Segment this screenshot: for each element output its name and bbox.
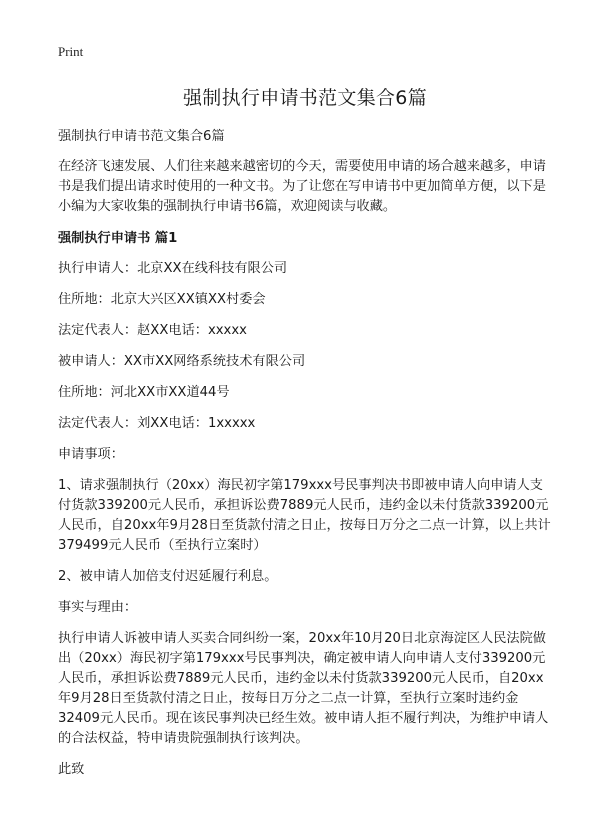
facts-paragraph: 执行申请人诉被申请人买卖合同纠纷一案，20xx年10月20日北京海淀区人民法院做出（20xx）海民初字第179xxx号民事判决，确定被申请人向申请人支付339200元人民币，承担诉讼费7889元人民币，违约金以未付货款339200元人民币，自20xx年9月28日至货款付清之日止，按每日万分之二点一计算，至执行立案时违约金32409元人民币。现在该民事判决已经生效。被申请人拒不履行判决，为维护申请人的合法权益，特申请贵院强制执行该判决。 (58, 631, 549, 746)
respondent-representative-line: 法定代表人：刘XX电话：1xxxxx (58, 416, 256, 431)
applicant-representative-line: 法定代表人：赵XX电话：xxxxx (58, 323, 247, 338)
subtitle: 强制执行申请书范文集合6篇 (58, 129, 225, 144)
intro-paragraph: 在经济飞速发展、人们往来越来越密切的今天，需要使用申请的场合越来越多，申请书是我们提出请求时使用的一种文书。为了让您在写申请书中更加简单方便，以下是小编为大家收集的强制执行申请书6篇，欢迎阅读与收藏。 (58, 159, 546, 214)
facts-label: 事实与理由： (58, 600, 138, 615)
respondent-address-line: 住所地：河北XX市XX道44号 (58, 385, 230, 400)
page-title: 强制执行申请书范文集合6篇 (183, 87, 427, 109)
section-heading: 强制执行申请书 篇1 (58, 231, 178, 246)
applicant-address-line: 住所地：北京大兴区XX镇XX村委会 (58, 292, 266, 307)
closing-line: 此致 (58, 762, 85, 777)
print-link[interactable]: Print (58, 44, 84, 59)
respondent-line: 被申请人：XX市XX网络系统技术有限公司 (58, 354, 306, 369)
applicant-line: 执行申请人：北京XX在线科技有限公司 (58, 261, 288, 276)
matters-label: 申请事项： (58, 447, 124, 462)
matter-item-1: 1、请求强制执行（20xx）海民初字第179xxx号民事判决书即被申请人向申请人支付货款339200元人民币，承担诉讼费7889元人民币，违约金以未付货款339200元人民币，自20xx年9月28日至货款付清之日止，按每日万分之二点一计算，以上共计379499元人民币（至执行立案时） (58, 478, 551, 553)
matter-item-2: 2、被申请人加倍支付迟延履行利息。 (58, 569, 278, 584)
